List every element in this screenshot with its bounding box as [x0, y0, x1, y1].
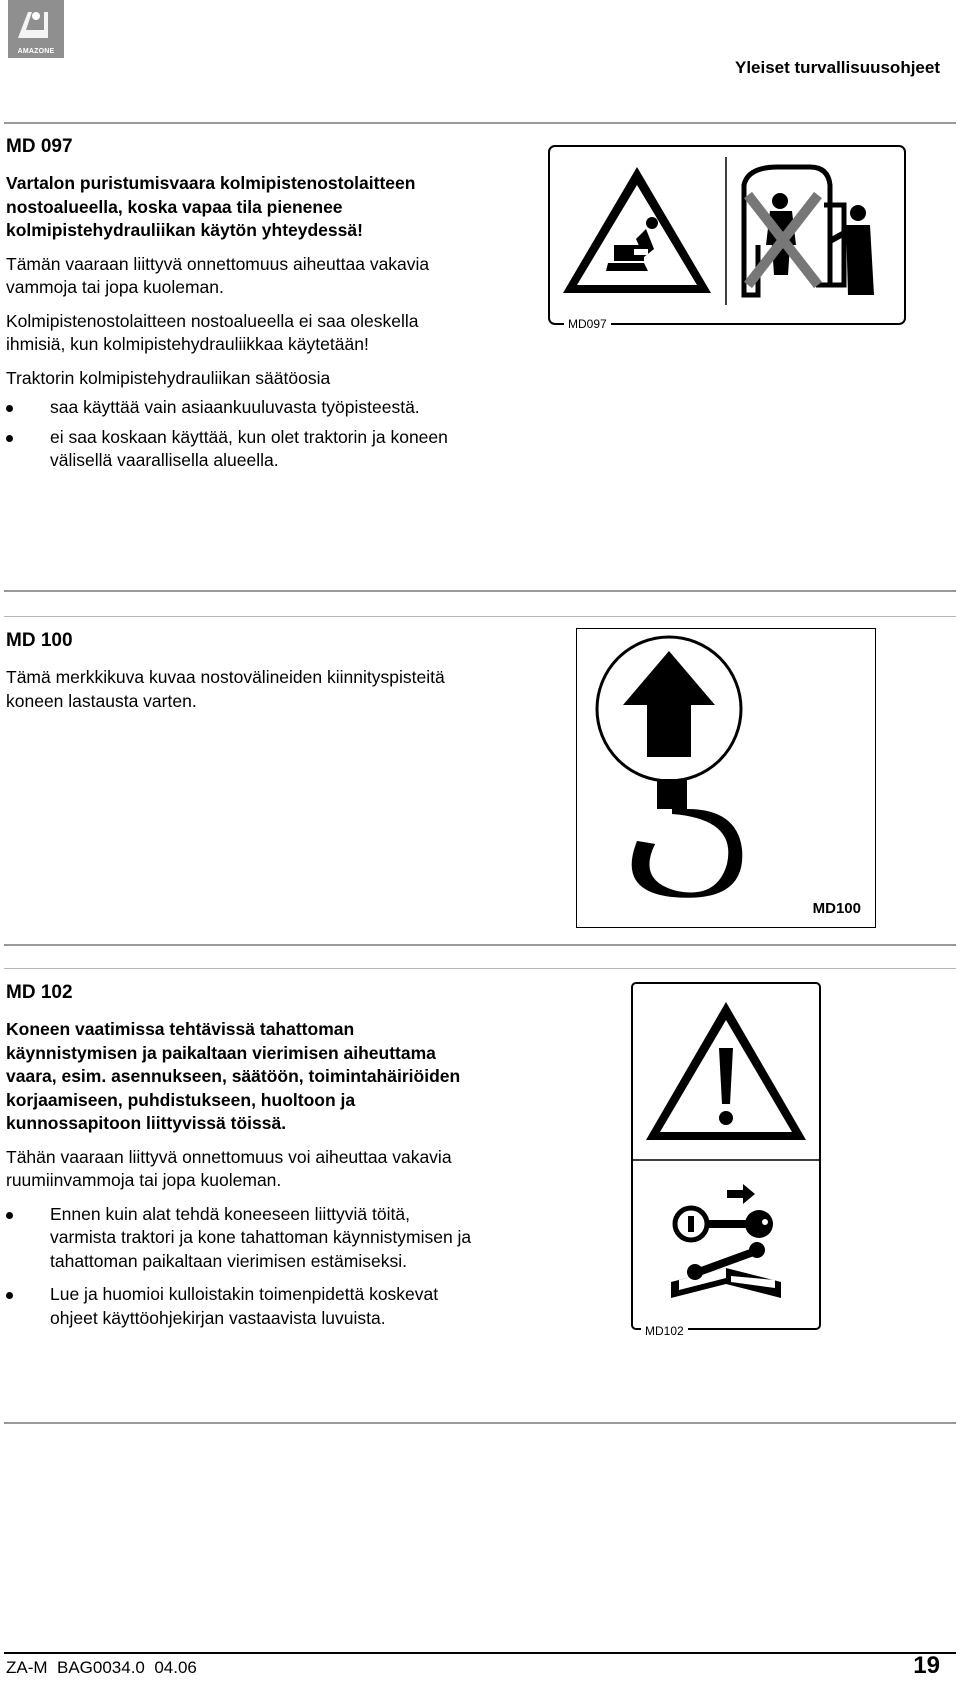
md102-paragraph-1: Tähän vaaraan liittyvä onnettomuus voi aiheuttaa vakavia ruumiinvammoja tai jopa kuoleman. [6, 1146, 452, 1190]
page-header-title: Yleiset turvallisuusohjeet [734, 58, 940, 77]
md102-heading: Koneen vaatimissa tehtävissä tahattoman käynnistymisen ja paikaltaan vierimisen aiheuttama vaara, esim. asennukseen, säätöön, toimintahäiriöiden korjaamiseen, puhdistukseen, huoltoon ja kunnossapitoon liittyvissä töissä. [6, 1019, 461, 1133]
md097-text [6, 136, 466, 473]
section-divider [4, 122, 956, 124]
footer-document-reference: ZA-M BAG0034.0 04.06 [6, 1658, 197, 1677]
footer-divider [4, 1652, 956, 1654]
md102-text [6, 982, 476, 1330]
page-number: 19 [913, 1652, 940, 1679]
logo-text: AMAZONE [17, 48, 55, 55]
md102-sign-label: MD102 [641, 1324, 688, 1338]
md102-warning-sign [631, 982, 821, 1336]
md097-paragraph-1: Tämän vaaraan liittyvä onnettomuus aiheuttaa vakavia vammoja tai jopa kuoleman. [6, 253, 430, 297]
md100-lifting-point-sign [576, 628, 876, 928]
list-item: saa käyttää vain asiaankuuluvasta työpisteestä. [6, 396, 466, 420]
md100-code: MD 100 [6, 630, 73, 651]
section-divider [4, 590, 956, 592]
md102-bullet-list [6, 1203, 476, 1331]
section-divider [4, 1422, 956, 1424]
md097-paragraph-3: Traktorin kolmipistehydrauliikan säätöosia [6, 367, 331, 388]
list-item: Lue ja huomioi kulloistakin toimenpidettä koskevat ohjeet käyttöohjekirjan vastaavista luvuista. [6, 1283, 476, 1330]
md097-heading: Vartalon puristumisvaara kolmipistenostolaitteen nostoalueella, koska vapaa tila pienenee kolmipistehydrauliikan käytön yhteydessä! [6, 173, 416, 240]
md102-code: MD 102 [6, 982, 73, 1003]
md097-bullet-list [6, 396, 466, 473]
md097-paragraph-2: Kolmipistenostolaitteen nostoalueella ei saa oleskella ihmisiä, kun kolmipistehydrauliikkaa käytetään! [6, 310, 419, 354]
section-divider [4, 944, 956, 946]
md100-paragraph-1: Tämä merkkikuva kuvaa nostovälineiden kiinnityspisteitä koneen lastausta varten. [6, 667, 445, 711]
md100-sign-label: MD100 [812, 900, 861, 917]
section-divider [4, 968, 956, 969]
logo-emblem-icon [14, 4, 58, 44]
md097-warning-sign [548, 145, 906, 335]
list-item: ei saa koskaan käyttää, kun olet traktorin ja koneen välisellä vaarallisella alueella. [6, 426, 466, 473]
md097-code: MD 097 [6, 136, 73, 157]
section-divider [4, 616, 956, 617]
md100-text [6, 630, 466, 713]
amazone-logo [8, 0, 64, 58]
lifting-hook-icon [577, 629, 875, 927]
md097-sign-label: MD097 [564, 317, 611, 331]
list-item: Ennen kuin alat tehdä koneeseen liittyviä töitä, varmista traktori ja kone tahattoman käynnistymisen ja tahattoman paikaltaan vierimisen estämiseksi. [6, 1203, 476, 1274]
